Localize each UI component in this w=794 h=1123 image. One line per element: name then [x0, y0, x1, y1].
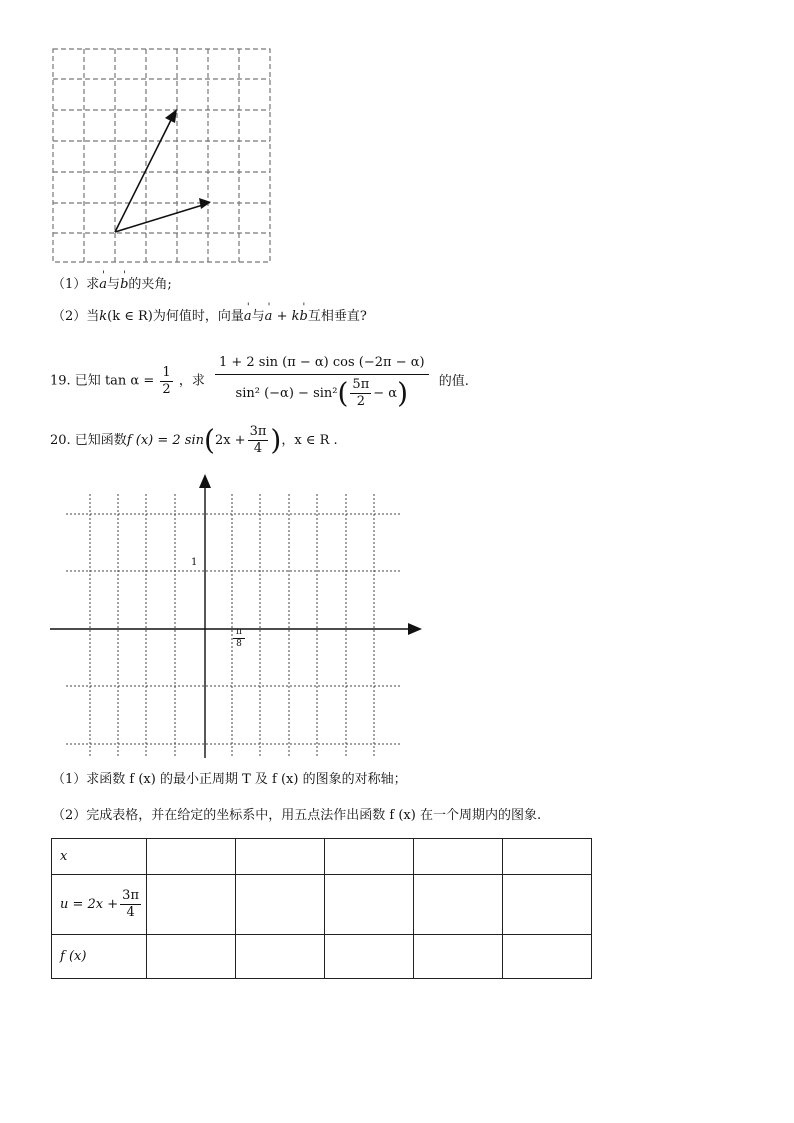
- vector-b-symbol: ' b: [120, 276, 128, 294]
- q19-main-fraction: 1 + 2 sin (π − α) cos (−2π − α) sin² (−α) − sin²( $\frac{5\pi}{2}$ − α): [215, 352, 429, 410]
- table-cell[interactable]: [414, 875, 503, 935]
- table-cell[interactable]: [503, 839, 592, 875]
- coordinate-grid: [44, 468, 434, 764]
- table-cell[interactable]: [236, 839, 325, 875]
- dotted-grid: [66, 494, 400, 758]
- dashed-grid: [53, 49, 270, 262]
- y-tick-label-1: 1: [191, 557, 198, 568]
- table-cell[interactable]: [147, 935, 236, 979]
- table-cell[interactable]: [414, 839, 503, 875]
- table-cell[interactable]: [325, 875, 414, 935]
- q18-part1: （1）求' a与' b的夹角;: [52, 276, 172, 294]
- table-cell[interactable]: [503, 935, 592, 979]
- table-cell[interactable]: [236, 875, 325, 935]
- table-cell[interactable]: [236, 935, 325, 979]
- table-row-u: [52, 875, 592, 935]
- q20-statement: 20. 已知函数f (x) = 2 sin(2x + $\frac{3\pi}{4}$ )，x ∈ R .: [50, 423, 338, 457]
- table-label-fx: f (x): [52, 935, 147, 979]
- table-label-x: x: [52, 839, 147, 875]
- table-label-u: u = 2x + $\frac{3\pi}{4}$: [52, 875, 147, 935]
- table-cell[interactable]: [147, 875, 236, 935]
- q20-part2: （2）完成表格，并在给定的坐标系中，用五点法作出函数 f (x) 在一个周期内的图象.: [52, 808, 542, 823]
- q18-part2: （2）当k(k ∈ R)为何值时，向量' a与' a + k' b互相垂直?: [52, 308, 367, 326]
- table-cell[interactable]: [414, 935, 503, 979]
- five-point-table: [51, 838, 592, 979]
- table-cell[interactable]: [325, 839, 414, 875]
- q20-part1: （1）求函数 f (x) 的最小正周期 T 及 f (x) 的图象的对称轴；: [52, 772, 407, 787]
- table-cell[interactable]: [503, 875, 592, 935]
- table-row-x: [52, 839, 592, 875]
- table-cell[interactable]: [325, 935, 414, 979]
- vector-a-symbol: ' a: [99, 276, 107, 294]
- q19-statement: 19. 已知 tan α = $\frac{1}{2}$ ，求 1 + 2 sin (π − α) cos (−2π − α) sin² (−α) − sin²( $\frac{5\pi}{2}$ − α) 的值.: [50, 352, 469, 410]
- y-axis: [199, 474, 211, 758]
- x-tick-label-pi-over-8: π 8: [233, 627, 245, 650]
- table-row-fx: [52, 935, 592, 979]
- vector-grid-figure: [50, 46, 274, 266]
- q19-tan-fraction: $\frac{1}{2}$: [162, 364, 171, 397]
- table-cell[interactable]: [147, 839, 236, 875]
